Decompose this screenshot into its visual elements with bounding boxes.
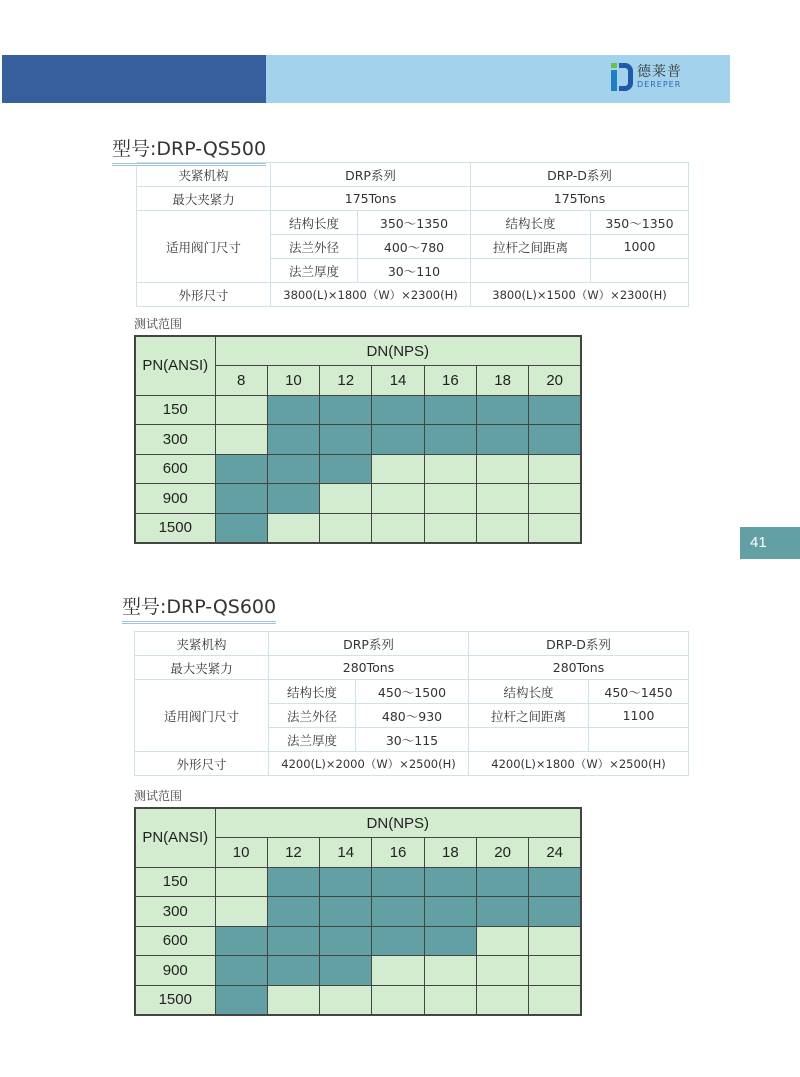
grid-cell-empty	[476, 926, 528, 956]
spec-value: 350～1350	[358, 211, 471, 235]
grid-cell-supported	[267, 395, 319, 425]
grid-cell-empty	[529, 454, 581, 484]
grid-cell-empty	[372, 454, 424, 484]
grid-cell-empty	[476, 956, 528, 986]
spec-table-qs500	[136, 162, 689, 307]
spec-key: 法兰外径	[271, 235, 358, 259]
spec-label: 适用阀门尺寸	[137, 211, 271, 283]
brand-name-en: DEREPER	[637, 80, 682, 89]
grid-row	[135, 454, 581, 484]
grid-row	[135, 484, 581, 514]
grid-cell-empty	[476, 484, 528, 514]
grid-cell-supported	[215, 985, 267, 1015]
grid-cell-supported	[267, 454, 319, 484]
grid-cell-supported	[372, 395, 424, 425]
spec-key: 法兰外径	[269, 704, 356, 728]
grid-row	[135, 395, 581, 425]
grid-cell-empty	[476, 513, 528, 543]
pn-value: 900	[135, 956, 215, 986]
spec-value: 480～930	[356, 704, 469, 728]
dn-col: 18	[476, 366, 528, 396]
grid-cell-supported	[320, 897, 372, 927]
grid-cell-supported	[424, 926, 476, 956]
pn-value: 600	[135, 926, 215, 956]
dn-col: 16	[372, 838, 424, 868]
grid-cell-empty	[529, 985, 581, 1015]
grid-cell-supported	[372, 897, 424, 927]
grid-cell-supported	[529, 395, 581, 425]
grid-cell-supported	[320, 395, 372, 425]
dn-col: 20	[529, 366, 581, 396]
grid-cell-empty	[320, 484, 372, 514]
grid-cell-supported	[529, 425, 581, 455]
spec-key: 拉杆之间距离	[469, 704, 589, 728]
grid-cell-supported	[476, 395, 528, 425]
spec-value: 450～1500	[356, 680, 469, 704]
grid-cell-empty	[267, 985, 319, 1015]
grid-cell-supported	[320, 867, 372, 897]
grid-cell-empty	[215, 867, 267, 897]
grid-cell-supported	[476, 425, 528, 455]
spec-drpd-value: DRP-D系列	[469, 632, 689, 656]
dn-col: 20	[476, 838, 528, 868]
grid-cell-empty	[529, 484, 581, 514]
spec-label: 外形尺寸	[135, 752, 269, 776]
spec-key: 结构长度	[471, 211, 591, 235]
page-number-tab: 41	[740, 527, 800, 559]
dn-col: 14	[372, 366, 424, 396]
grid-row	[135, 897, 581, 927]
dereper-logo-icon	[611, 63, 633, 91]
grid-cell-supported	[529, 897, 581, 927]
pn-value: 900	[135, 484, 215, 514]
grid-cell-empty	[529, 926, 581, 956]
grid-cell-supported	[476, 867, 528, 897]
header-banner	[2, 55, 730, 103]
dn-col: 16	[424, 366, 476, 396]
grid-cell-empty	[424, 454, 476, 484]
grid-cell-empty	[267, 513, 319, 543]
dn-col: 10	[267, 366, 319, 396]
grid-cell-empty	[424, 956, 476, 986]
spec-key: 结构长度	[269, 680, 356, 704]
grid-row	[135, 867, 581, 897]
grid-cell-supported	[267, 956, 319, 986]
spec-value: 30～115	[356, 728, 469, 752]
grid-cell-supported	[372, 425, 424, 455]
grid-cell-supported	[215, 454, 267, 484]
grid-row	[135, 985, 581, 1015]
spec-table-qs600	[134, 631, 689, 776]
spec-value: 1100	[589, 704, 689, 728]
grid-cell-supported	[424, 867, 476, 897]
grid-cell-empty	[529, 956, 581, 986]
grid-cell-supported	[476, 897, 528, 927]
spec-drpd-value: 175Tons	[471, 187, 689, 211]
grid-cell-supported	[320, 454, 372, 484]
spec-value: 1000	[591, 235, 689, 259]
grid-cell-supported	[372, 867, 424, 897]
grid-cell-supported	[215, 484, 267, 514]
spec-key: 法兰厚度	[271, 259, 358, 283]
brand-logo	[611, 63, 682, 91]
grid-cell-empty	[320, 513, 372, 543]
dn-col: 14	[320, 838, 372, 868]
pn-header: PN(ANSI)	[135, 808, 215, 867]
grid-row	[135, 956, 581, 986]
grid-cell-empty	[215, 395, 267, 425]
spec-value: 400～780	[358, 235, 471, 259]
pn-value: 150	[135, 867, 215, 897]
dn-col: 10	[215, 838, 267, 868]
pn-value: 300	[135, 897, 215, 927]
grid-cell-supported	[320, 425, 372, 455]
spec-drp-value: DRP系列	[271, 163, 471, 187]
spec-label: 最大夹紧力	[137, 187, 271, 211]
spec-label: 外形尺寸	[137, 283, 271, 307]
grid-cell-supported	[424, 897, 476, 927]
spec-value: 350～1350	[591, 211, 689, 235]
spec-value	[589, 728, 689, 752]
pn-value: 300	[135, 425, 215, 455]
spec-drp-value: DRP系列	[269, 632, 469, 656]
grid-cell-supported	[424, 425, 476, 455]
grid-cell-supported	[215, 956, 267, 986]
dn-col: 8	[215, 366, 267, 396]
grid-cell-supported	[267, 484, 319, 514]
grid-cell-supported	[267, 926, 319, 956]
spec-label: 最大夹紧力	[135, 656, 269, 680]
model-title-qs500: 型号:DRP-QS500	[112, 134, 266, 166]
pn-value: 150	[135, 395, 215, 425]
spec-label: 适用阀门尺寸	[135, 680, 269, 752]
spec-drpd-value: 3800(L)×1500（W）×2300(H)	[471, 283, 689, 307]
spec-key	[471, 259, 591, 283]
grid-cell-empty	[215, 897, 267, 927]
grid-cell-empty	[372, 985, 424, 1015]
dn-col: 12	[267, 838, 319, 868]
grid-cell-empty	[424, 484, 476, 514]
grid-cell-supported	[320, 926, 372, 956]
spec-key: 结构长度	[271, 211, 358, 235]
grid-cell-empty	[424, 513, 476, 543]
dn-col: 24	[529, 838, 581, 868]
grid-cell-supported	[215, 926, 267, 956]
dn-col: 12	[320, 366, 372, 396]
grid-cell-supported	[372, 926, 424, 956]
grid-cell-empty	[372, 956, 424, 986]
brand-name-cn: 德莱普	[637, 64, 682, 80]
grid-row	[135, 513, 581, 543]
grid-cell-empty	[476, 454, 528, 484]
spec-drp-value: 175Tons	[271, 187, 471, 211]
grid-cell-empty	[424, 985, 476, 1015]
grid-cell-empty	[372, 513, 424, 543]
dn-col: 18	[424, 838, 476, 868]
spec-label: 夹紧机构	[137, 163, 271, 187]
grid-cell-empty	[215, 425, 267, 455]
grid-cell-supported	[529, 867, 581, 897]
spec-value: 30～110	[358, 259, 471, 283]
pn-value: 1500	[135, 513, 215, 543]
model-title-qs600: 型号:DRP-QS600	[122, 592, 276, 624]
pn-value: 1500	[135, 985, 215, 1015]
grid-cell-supported	[267, 425, 319, 455]
spec-key: 结构长度	[469, 680, 589, 704]
dn-header: DN(NPS)	[215, 336, 581, 366]
grid-cell-empty	[476, 985, 528, 1015]
grid-cell-empty	[320, 985, 372, 1015]
spec-key: 拉杆之间距离	[471, 235, 591, 259]
header-banner-dark-block	[2, 55, 266, 103]
spec-key: 法兰厚度	[269, 728, 356, 752]
grid-row	[135, 926, 581, 956]
grid-row	[135, 425, 581, 455]
grid-cell-empty	[372, 484, 424, 514]
spec-drp-value: 3800(L)×1800（W）×2300(H)	[271, 283, 471, 307]
grid-cell-supported	[267, 867, 319, 897]
test-range-grid-qs600	[134, 807, 582, 1016]
grid-cell-supported	[267, 897, 319, 927]
grid-cell-empty	[529, 513, 581, 543]
pn-header: PN(ANSI)	[135, 336, 215, 395]
test-range-label: 测试范围	[134, 317, 183, 331]
spec-key	[469, 728, 589, 752]
spec-value	[591, 259, 689, 283]
spec-drpd-value: 280Tons	[469, 656, 689, 680]
spec-drpd-value: 4200(L)×1800（W）×2500(H)	[469, 752, 689, 776]
grid-cell-supported	[320, 956, 372, 986]
pn-value: 600	[135, 454, 215, 484]
spec-drp-value: 4200(L)×2000（W）×2500(H)	[269, 752, 469, 776]
dn-header: DN(NPS)	[215, 808, 581, 838]
spec-drpd-value: DRP-D系列	[471, 163, 689, 187]
spec-drp-value: 280Tons	[269, 656, 469, 680]
spec-label: 夹紧机构	[135, 632, 269, 656]
grid-cell-supported	[215, 513, 267, 543]
grid-cell-supported	[424, 395, 476, 425]
test-range-label: 测试范围	[134, 789, 183, 803]
test-range-grid-qs500	[134, 335, 582, 544]
spec-value: 450～1450	[589, 680, 689, 704]
